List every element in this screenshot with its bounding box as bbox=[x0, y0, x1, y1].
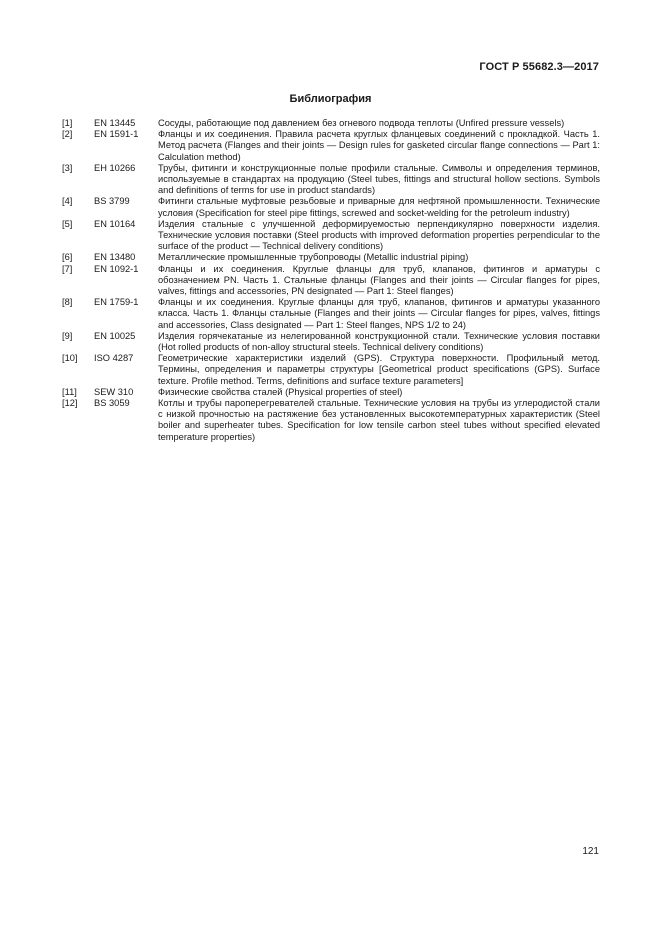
bibliography-entry bbox=[62, 398, 600, 443]
entry-title: Изделия стальные с улучшенной деформируемостью перпендикулярно поверхности изделия. Технические условия поставки (Steel products with improved deformation properties perpendicular to the surface of the product — Technical delivery conditions) bbox=[158, 218, 600, 252]
entry-number: [10] bbox=[62, 353, 78, 364]
bibliography-list bbox=[62, 118, 600, 443]
entry-standard-code: EN 1591-1 bbox=[94, 129, 139, 140]
entry-standard-code: ISO 4287 bbox=[94, 353, 134, 364]
entry-title: Котлы и трубы пароперегревателей стальные. Технические условия на трубы из углеродистой стали с низкой прочностью на растяжение без установленных высокотемпературных характеристик (Steel boiler and superheater tubes. Specification for low tensile carbon steel tubes without specified elevated temperature properties) bbox=[158, 398, 600, 442]
entry-standard-code: BS 3059 bbox=[94, 398, 130, 409]
entry-number: [1] bbox=[62, 118, 73, 128]
bibliography-entry bbox=[62, 387, 600, 398]
entry-title: Сосуды, работающие под давлением без огневого подвода теплоты (Unfired pressure vessels) bbox=[158, 118, 565, 128]
entry-number: [4] bbox=[62, 196, 73, 207]
section-title: Библиография bbox=[289, 93, 372, 105]
entry-standard-code: EN 1092-1 bbox=[94, 263, 139, 274]
entry-standard-code: EN 10164 bbox=[94, 218, 136, 229]
entry-standard-code: BS 3799 bbox=[94, 196, 130, 207]
entry-title: Физические свойства сталей (Physical properties of steel) bbox=[158, 386, 403, 397]
entry-title: Фитинги стальные муфтовые резьбовые и приварные для нефтяной промышленности. Технические условия (Specification for steel pipe fittings, screwed and socket-welding for the petroleum industry) bbox=[158, 196, 600, 218]
entry-title: Фланцы и их соединения. Круглые фланцы для труб, клапанов, фитингов и арматуры указанного класса. Часть 1. Фланцы стальные (Flanges and their joints — Circular flanges for pipes, valves, fittings and accessories, Class designated — Part 1: Steel flanges, NPS 1/2 to 24) bbox=[158, 297, 600, 330]
entry-standard-code: SEW 310 bbox=[94, 386, 134, 397]
bibliography-entry bbox=[62, 297, 600, 331]
entry-standard-code: EN 13480 bbox=[94, 252, 136, 263]
bibliography-entry bbox=[62, 118, 600, 129]
entry-standard-code: EN 13445 bbox=[94, 118, 136, 128]
bibliography-entry bbox=[62, 163, 600, 197]
bibliography-entry bbox=[62, 331, 600, 353]
bibliography-entry bbox=[62, 353, 600, 387]
entry-number: [7] bbox=[62, 263, 73, 274]
entry-title: Трубы, фитинги и конструкционные полые профили стальные. Символы и определения терминов, используемые в стандартах на продукцию (Steel tubes, fittings and structural hollow sections. Symbols and definitions of terms for use in product standards) bbox=[158, 162, 600, 196]
entry-title: Геометрические характеристики изделий (GPS). Структура поверхности. Профильный метод. Термины, определения и параметры структуры [Geometrical product specifications (GPS). Surface texture. Profile method. Terms, definitions and surface texture parameters] bbox=[158, 353, 600, 386]
entry-title: Фланцы и их соединения. Круглые фланцы для труб, клапанов, фитингов и арматуры с обозначением PN. Часть 1. Стальные фланцы (Flanges and their joints — Circular flanges for pipes, valves, fittings and accessories, PN designated — Part 1: Steel flanges) bbox=[158, 263, 600, 297]
entry-standard-code: EN 1759-1 bbox=[94, 297, 139, 308]
entry-standard-code: EN 10025 bbox=[94, 330, 136, 341]
document-code: ГОСТ Р 55682.3—2017 bbox=[479, 61, 599, 73]
entry-number: [3] bbox=[62, 162, 73, 173]
bibliography-entry bbox=[62, 219, 600, 253]
bibliography-entry bbox=[62, 196, 600, 218]
entry-number: [6] bbox=[62, 252, 73, 263]
page-number: 121 bbox=[582, 846, 599, 857]
entry-number: [11] bbox=[62, 386, 77, 397]
bibliography-entry bbox=[62, 129, 600, 163]
entry-title: Фланцы и их соединения. Правила расчета круглых фланцевых соединений с прокладкой. Часть 1. Метод расчета (Flanges and their joints — Design rules for gasketed circular flange connections — Part 1: Calculation method) bbox=[158, 129, 600, 162]
bibliography-entry bbox=[62, 252, 600, 263]
entry-title: Металлические промышленные трубопроводы (Metallic industrial piping) bbox=[158, 252, 469, 263]
entry-number: [12] bbox=[62, 398, 78, 409]
entry-number: [8] bbox=[62, 297, 73, 308]
entry-standard-code: EH 10266 bbox=[94, 162, 136, 173]
entry-number: [2] bbox=[62, 129, 73, 140]
entry-title: Изделия горячекатаные из нелегированной конструкционной стали. Технические условия поставки (Hot rolled products of non-alloy structural steels. Technical delivery conditions) bbox=[158, 330, 600, 353]
entry-number: [5] bbox=[62, 218, 73, 229]
entry-number: [9] bbox=[62, 330, 73, 341]
bibliography-entry bbox=[62, 264, 600, 298]
